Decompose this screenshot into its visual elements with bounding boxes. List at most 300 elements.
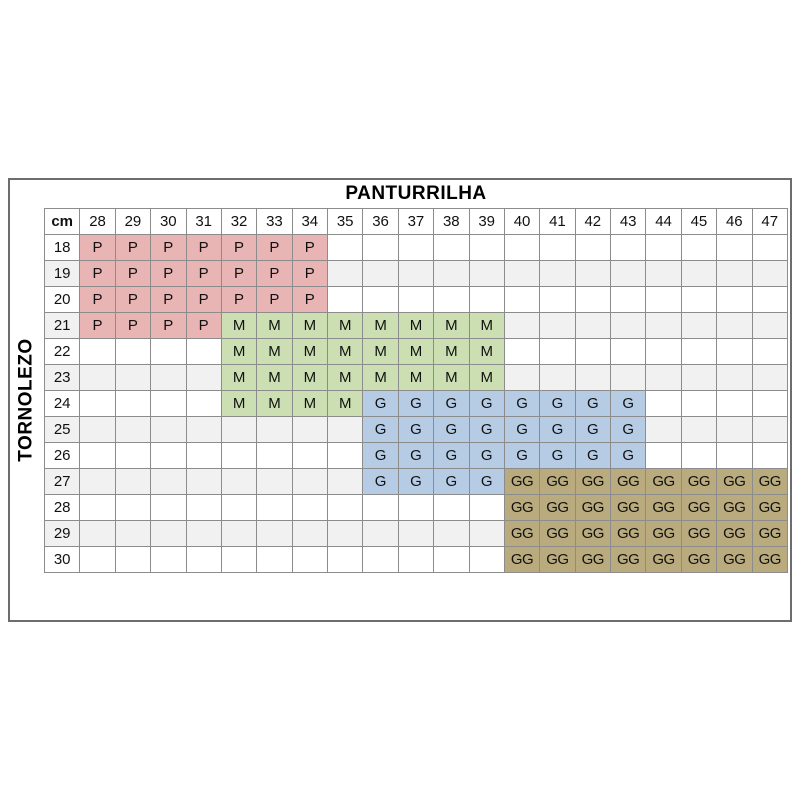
size-cell-gg: GG: [717, 547, 752, 573]
size-cell-empty: [186, 339, 221, 365]
size-cell-m: M: [398, 365, 433, 391]
size-cell-empty: [292, 547, 327, 573]
row-header: 18: [45, 235, 80, 261]
size-cell-gg: GG: [504, 547, 539, 573]
size-cell-empty: [717, 391, 752, 417]
size-cell-empty: [575, 235, 610, 261]
size-cell-empty: [398, 287, 433, 313]
size-cell-empty: [717, 339, 752, 365]
size-cell-empty: [186, 443, 221, 469]
column-header: 35: [328, 209, 363, 235]
size-cell-g: G: [469, 443, 504, 469]
size-cell-empty: [611, 339, 646, 365]
size-cell-empty: [540, 287, 575, 313]
size-cell-empty: [681, 339, 716, 365]
column-header: 45: [681, 209, 716, 235]
column-header: 47: [752, 209, 788, 235]
size-cell-empty: [363, 235, 398, 261]
size-cell-m: M: [434, 365, 469, 391]
size-cell-g: G: [575, 417, 610, 443]
table-body: [45, 235, 788, 573]
size-cell-m: M: [363, 365, 398, 391]
size-cell-empty: [363, 495, 398, 521]
table-row: [45, 339, 788, 365]
column-header: 40: [504, 209, 539, 235]
size-cell-gg: GG: [611, 521, 646, 547]
column-header: 33: [257, 209, 292, 235]
size-cell-empty: [540, 235, 575, 261]
size-cell-empty: [681, 313, 716, 339]
size-cell-p: P: [115, 235, 150, 261]
chart-title: [44, 180, 788, 208]
size-cell-p: P: [292, 261, 327, 287]
size-cell-empty: [540, 313, 575, 339]
row-header: 22: [45, 339, 80, 365]
size-cell-g: G: [504, 443, 539, 469]
table-row: [45, 443, 788, 469]
size-cell-g: G: [434, 443, 469, 469]
size-cell-gg: GG: [681, 469, 716, 495]
size-cell-p: P: [151, 287, 186, 313]
column-header: 34: [292, 209, 327, 235]
size-cell-gg: GG: [504, 521, 539, 547]
size-cell-m: M: [434, 313, 469, 339]
size-cell-empty: [151, 469, 186, 495]
size-cell-gg: GG: [752, 469, 788, 495]
size-cell-p: P: [186, 287, 221, 313]
size-cell-empty: [221, 547, 256, 573]
size-cell-empty: [257, 443, 292, 469]
size-cell-empty: [752, 417, 788, 443]
size-cell-empty: [257, 417, 292, 443]
size-cell-p: P: [151, 261, 186, 287]
size-cell-empty: [115, 339, 150, 365]
size-cell-empty: [80, 443, 115, 469]
size-cell-empty: [540, 339, 575, 365]
size-cell-empty: [80, 469, 115, 495]
size-cell-empty: [151, 547, 186, 573]
size-cell-p: P: [186, 313, 221, 339]
size-cell-empty: [504, 235, 539, 261]
size-cell-empty: [257, 521, 292, 547]
size-cell-empty: [257, 495, 292, 521]
size-cell-empty: [752, 261, 788, 287]
size-cell-empty: [504, 313, 539, 339]
size-cell-empty: [540, 365, 575, 391]
table-row: [45, 495, 788, 521]
size-cell-g: G: [398, 417, 433, 443]
size-cell-empty: [469, 261, 504, 287]
size-cell-empty: [717, 261, 752, 287]
size-cell-g: G: [611, 391, 646, 417]
size-cell-empty: [292, 443, 327, 469]
table-row: [45, 261, 788, 287]
column-header: 43: [611, 209, 646, 235]
size-cell-empty: [80, 417, 115, 443]
size-cell-g: G: [434, 469, 469, 495]
size-cell-empty: [752, 339, 788, 365]
size-cell-g: G: [363, 443, 398, 469]
size-cell-empty: [469, 495, 504, 521]
size-cell-p: P: [257, 287, 292, 313]
size-cell-p: P: [80, 313, 115, 339]
size-cell-empty: [115, 417, 150, 443]
size-cell-p: P: [115, 261, 150, 287]
size-cell-empty: [575, 261, 610, 287]
size-cell-empty: [328, 521, 363, 547]
size-cell-empty: [221, 417, 256, 443]
size-cell-g: G: [540, 391, 575, 417]
size-cell-gg: GG: [611, 469, 646, 495]
size-cell-gg: GG: [681, 547, 716, 573]
column-header: 38: [434, 209, 469, 235]
table-row: [45, 235, 788, 261]
size-cell-empty: [151, 521, 186, 547]
column-header: 39: [469, 209, 504, 235]
size-cell-empty: [115, 495, 150, 521]
size-cell-gg: GG: [575, 521, 610, 547]
table-row: [45, 469, 788, 495]
size-cell-empty: [221, 495, 256, 521]
table-row: [45, 417, 788, 443]
row-header: 25: [45, 417, 80, 443]
table-row: [45, 521, 788, 547]
size-cell-m: M: [257, 365, 292, 391]
column-header: 28: [80, 209, 115, 235]
size-cell-empty: [221, 469, 256, 495]
row-header: 28: [45, 495, 80, 521]
size-cell-empty: [646, 417, 681, 443]
size-cell-p: P: [80, 261, 115, 287]
column-header: 31: [186, 209, 221, 235]
size-cell-empty: [717, 417, 752, 443]
size-cell-empty: [151, 417, 186, 443]
size-cell-m: M: [292, 313, 327, 339]
size-cell-empty: [151, 339, 186, 365]
size-cell-g: G: [540, 417, 575, 443]
size-cell-empty: [257, 469, 292, 495]
size-cell-empty: [434, 261, 469, 287]
size-cell-empty: [221, 443, 256, 469]
size-cell-gg: GG: [717, 495, 752, 521]
size-cell-m: M: [257, 391, 292, 417]
size-cell-gg: GG: [752, 521, 788, 547]
size-cell-g: G: [434, 391, 469, 417]
size-cell-gg: GG: [611, 547, 646, 573]
y-axis-label: [10, 180, 44, 620]
size-cell-empty: [646, 339, 681, 365]
size-cell-empty: [80, 365, 115, 391]
size-cell-empty: [681, 261, 716, 287]
size-cell-empty: [328, 235, 363, 261]
size-cell-empty: [151, 495, 186, 521]
size-cell-empty: [398, 521, 433, 547]
size-cell-empty: [80, 495, 115, 521]
table-header-row: [45, 209, 788, 235]
size-cell-p: P: [186, 235, 221, 261]
size-cell-m: M: [257, 339, 292, 365]
size-cell-empty: [752, 313, 788, 339]
size-cell-g: G: [363, 391, 398, 417]
size-cell-empty: [398, 261, 433, 287]
size-cell-p: P: [80, 287, 115, 313]
size-cell-empty: [575, 365, 610, 391]
table-row: [45, 365, 788, 391]
size-cell-empty: [292, 469, 327, 495]
size-cell-g: G: [363, 417, 398, 443]
size-cell-empty: [434, 287, 469, 313]
column-header: 46: [717, 209, 752, 235]
size-cell-empty: [717, 443, 752, 469]
size-cell-p: P: [257, 261, 292, 287]
size-cell-gg: GG: [681, 521, 716, 547]
size-cell-empty: [504, 339, 539, 365]
size-cell-p: P: [257, 235, 292, 261]
size-cell-empty: [434, 495, 469, 521]
size-cell-gg: GG: [752, 495, 788, 521]
size-cell-gg: GG: [646, 521, 681, 547]
size-cell-empty: [469, 547, 504, 573]
size-cell-gg: GG: [681, 495, 716, 521]
row-header: 26: [45, 443, 80, 469]
size-cell-m: M: [363, 339, 398, 365]
size-cell-gg: GG: [504, 495, 539, 521]
size-cell-g: G: [398, 391, 433, 417]
size-cell-empty: [752, 391, 788, 417]
size-cell-empty: [398, 235, 433, 261]
size-cell-empty: [611, 287, 646, 313]
size-cell-empty: [328, 443, 363, 469]
size-cell-p: P: [221, 235, 256, 261]
size-cell-empty: [363, 547, 398, 573]
size-cell-empty: [504, 365, 539, 391]
size-cell-empty: [292, 521, 327, 547]
size-cell-m: M: [221, 313, 256, 339]
size-cell-gg: GG: [646, 469, 681, 495]
size-cell-gg: GG: [646, 547, 681, 573]
size-cell-empty: [115, 547, 150, 573]
size-cell-empty: [681, 417, 716, 443]
size-cell-empty: [398, 495, 433, 521]
size-cell-g: G: [611, 417, 646, 443]
size-cell-m: M: [221, 339, 256, 365]
size-cell-empty: [611, 313, 646, 339]
size-cell-empty: [115, 365, 150, 391]
size-cell-p: P: [221, 287, 256, 313]
size-cell-empty: [717, 287, 752, 313]
size-cell-gg: GG: [717, 469, 752, 495]
size-cell-empty: [681, 365, 716, 391]
size-cell-empty: [646, 261, 681, 287]
size-cell-empty: [328, 495, 363, 521]
size-cell-p: P: [221, 261, 256, 287]
column-header: 30: [151, 209, 186, 235]
size-cell-empty: [328, 469, 363, 495]
size-cell-gg: GG: [611, 495, 646, 521]
size-cell-gg: GG: [540, 547, 575, 573]
size-cell-m: M: [398, 313, 433, 339]
size-cell-empty: [186, 469, 221, 495]
column-header: 41: [540, 209, 575, 235]
size-cell-g: G: [504, 417, 539, 443]
row-header: 20: [45, 287, 80, 313]
size-cell-empty: [575, 287, 610, 313]
size-cell-g: G: [540, 443, 575, 469]
size-cell-empty: [646, 391, 681, 417]
size-cell-empty: [186, 391, 221, 417]
size-cell-empty: [151, 391, 186, 417]
size-cell-empty: [752, 365, 788, 391]
size-cell-g: G: [434, 417, 469, 443]
size-cell-empty: [292, 495, 327, 521]
table-row: [45, 287, 788, 313]
size-cell-empty: [611, 365, 646, 391]
unit-corner-label: cm: [45, 209, 80, 235]
size-cell-empty: [681, 443, 716, 469]
column-header: 42: [575, 209, 610, 235]
size-cell-empty: [681, 391, 716, 417]
row-header: 30: [45, 547, 80, 573]
size-cell-empty: [504, 287, 539, 313]
size-cell-empty: [752, 443, 788, 469]
table-row: [45, 313, 788, 339]
size-cell-m: M: [292, 365, 327, 391]
size-cell-m: M: [292, 391, 327, 417]
column-header: 44: [646, 209, 681, 235]
size-cell-empty: [80, 391, 115, 417]
row-header: 27: [45, 469, 80, 495]
size-cell-g: G: [398, 443, 433, 469]
size-cell-gg: GG: [575, 469, 610, 495]
size-cell-empty: [115, 469, 150, 495]
size-cell-empty: [186, 365, 221, 391]
size-cell-m: M: [434, 339, 469, 365]
size-cell-gg: GG: [646, 495, 681, 521]
size-cell-empty: [80, 521, 115, 547]
size-cell-empty: [434, 521, 469, 547]
size-cell-p: P: [292, 235, 327, 261]
size-cell-empty: [434, 235, 469, 261]
column-header: 32: [221, 209, 256, 235]
size-cell-m: M: [328, 391, 363, 417]
size-cell-empty: [186, 495, 221, 521]
row-header: 24: [45, 391, 80, 417]
size-cell-m: M: [292, 339, 327, 365]
column-header: 29: [115, 209, 150, 235]
size-cell-g: G: [469, 469, 504, 495]
size-cell-empty: [257, 547, 292, 573]
size-cell-m: M: [363, 313, 398, 339]
size-grid-table: [44, 208, 788, 573]
size-cell-empty: [646, 287, 681, 313]
size-cell-empty: [151, 365, 186, 391]
size-cell-p: P: [292, 287, 327, 313]
size-cell-empty: [575, 339, 610, 365]
size-cell-gg: GG: [540, 495, 575, 521]
size-cell-empty: [221, 521, 256, 547]
size-cell-empty: [611, 261, 646, 287]
size-cell-empty: [752, 287, 788, 313]
size-cell-empty: [328, 417, 363, 443]
chart-title-text: PANTURRILHA: [345, 183, 487, 204]
size-cell-empty: [611, 235, 646, 261]
column-header: 36: [363, 209, 398, 235]
size-cell-empty: [681, 235, 716, 261]
size-cell-empty: [186, 521, 221, 547]
size-cell-empty: [328, 547, 363, 573]
size-cell-m: M: [221, 365, 256, 391]
size-cell-empty: [363, 261, 398, 287]
size-cell-p: P: [151, 235, 186, 261]
size-cell-m: M: [469, 339, 504, 365]
size-cell-g: G: [469, 391, 504, 417]
size-cell-m: M: [469, 313, 504, 339]
size-cell-empty: [504, 261, 539, 287]
size-cell-empty: [292, 417, 327, 443]
size-cell-empty: [115, 443, 150, 469]
size-cell-g: G: [575, 391, 610, 417]
size-cell-empty: [717, 365, 752, 391]
size-cell-empty: [717, 235, 752, 261]
size-cell-empty: [681, 287, 716, 313]
row-header: 19: [45, 261, 80, 287]
size-cell-p: P: [115, 287, 150, 313]
size-cell-empty: [398, 547, 433, 573]
size-cell-empty: [434, 547, 469, 573]
size-cell-empty: [469, 235, 504, 261]
size-cell-m: M: [469, 365, 504, 391]
size-cell-empty: [646, 365, 681, 391]
size-cell-gg: GG: [717, 521, 752, 547]
size-cell-empty: [752, 235, 788, 261]
size-cell-g: G: [398, 469, 433, 495]
size-cell-empty: [646, 313, 681, 339]
y-axis-label-text: TORNOLEZO: [16, 338, 37, 462]
row-header: 23: [45, 365, 80, 391]
size-cell-m: M: [398, 339, 433, 365]
size-cell-empty: [115, 521, 150, 547]
size-cell-gg: GG: [575, 547, 610, 573]
size-cell-g: G: [504, 391, 539, 417]
size-cell-gg: GG: [540, 469, 575, 495]
size-cell-p: P: [151, 313, 186, 339]
size-cell-empty: [363, 521, 398, 547]
size-cell-empty: [151, 443, 186, 469]
size-cell-g: G: [469, 417, 504, 443]
size-cell-gg: GG: [752, 547, 788, 573]
size-chart-panel: [8, 178, 792, 622]
size-cell-empty: [717, 313, 752, 339]
size-cell-p: P: [80, 235, 115, 261]
column-header: 37: [398, 209, 433, 235]
size-cell-empty: [328, 261, 363, 287]
size-cell-empty: [115, 391, 150, 417]
size-cell-empty: [80, 547, 115, 573]
size-cell-m: M: [221, 391, 256, 417]
size-cell-empty: [469, 521, 504, 547]
size-cell-p: P: [186, 261, 221, 287]
size-cell-g: G: [611, 443, 646, 469]
size-cell-empty: [575, 313, 610, 339]
size-cell-empty: [540, 261, 575, 287]
size-cell-empty: [363, 287, 398, 313]
size-cell-empty: [186, 417, 221, 443]
size-cell-empty: [646, 235, 681, 261]
size-cell-empty: [469, 287, 504, 313]
row-header: 21: [45, 313, 80, 339]
size-cell-gg: GG: [504, 469, 539, 495]
row-header: 29: [45, 521, 80, 547]
